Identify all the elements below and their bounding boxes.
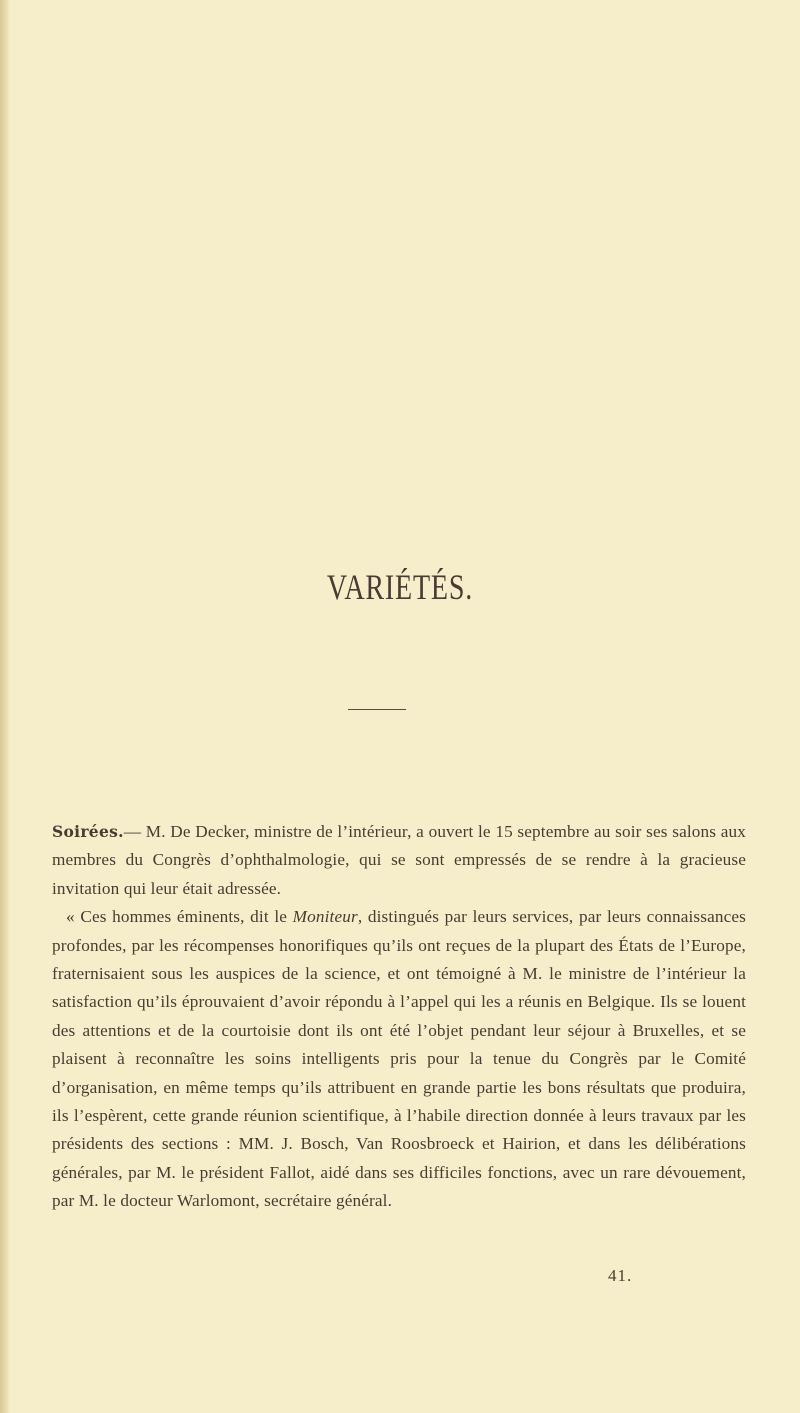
article-body <box>52 818 746 1216</box>
title-divider <box>348 709 406 710</box>
page-number: 41. <box>608 1266 633 1285</box>
runin-heading: Soirées. <box>52 822 124 841</box>
newspaper-title: Moniteur <box>292 907 358 927</box>
section-title: VARIÉTÉS. <box>326 567 474 607</box>
paragraph-2-text-end: , distingués par leurs services, par leurs connaissances profondes, par les récompenses honorifiques qu’ils ont reçues de la plupart des États de l’Europe, fraternisaient sous les auspices de la science, et ont témoigné à M. le ministre de l’intérieur la satisfaction qu’ils éprouvaient d’avoir répondu à l’appel qui les a réunis en Belgique. Ils se louent des attentions et de la courtoisie dont ils ont été l’objet pendant leur séjour à Bruxelles, et se plaisent à reconnaître les soins intelligents pris pour la tenue du Congrès par le Comité d’organisation, en même temps qu’ils attribuent en grande partie les bons résultats que produira, ils l’espèrent, cette grande réunion scientifique, à l’habile direction donnée à leurs travaux par les présidents des sections : MM. J. Bosch, Van Roosbroeck et Hairion, et dans les délibérations générales, par M. le président Fallot, aidé dans ses difficiles fonctions, avec un rare dévouement, par M. le docteur Warlomont, secrétaire général. <box>52 907 746 1211</box>
book-spine-shadow <box>0 0 10 1413</box>
paragraph-1-text: — M. De Decker, ministre de l’intérieur, a ouvert le 15 septembre au soir ses salons aux membres du Congrès d’ophthalmologie, qui se sont empressés de se rendre à la gracieuse invitation qui leur était adressée. <box>52 822 746 898</box>
paragraph-2-text-start: « Ces hommes éminents, dit le <box>66 907 293 927</box>
paragraph-1 <box>52 818 746 903</box>
paragraph-2 <box>52 903 746 1215</box>
